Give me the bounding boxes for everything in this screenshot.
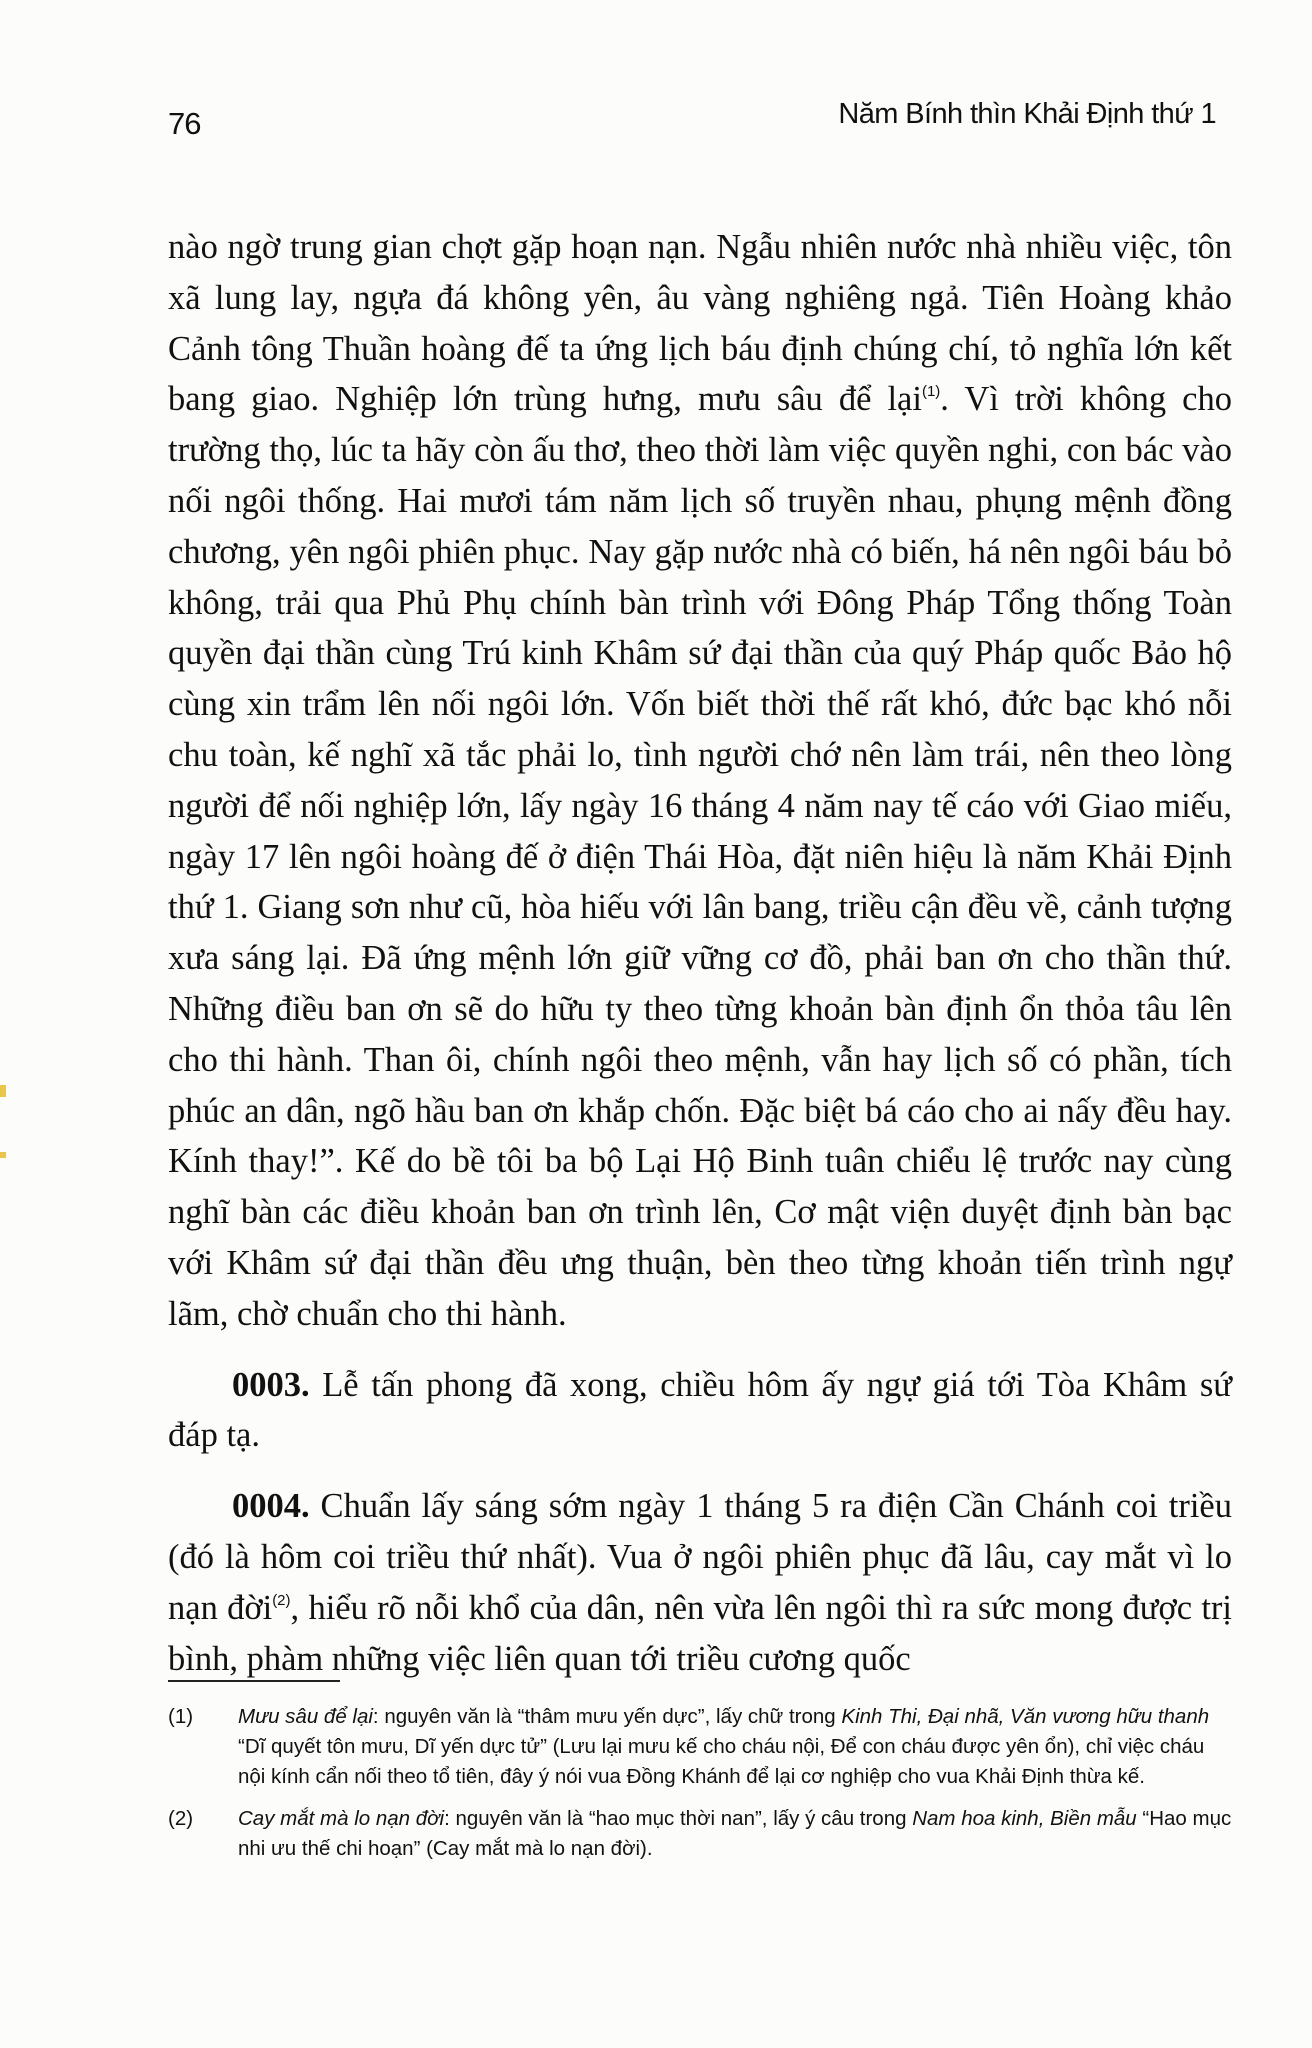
footnote-term: Mưu sâu để lại — [238, 1705, 373, 1728]
footnote-divider — [168, 1680, 340, 1682]
body-text — [168, 222, 1232, 1684]
footnote-ref-1[interactable]: (1) — [921, 383, 941, 401]
footnote-source: Kinh Thi, Đại nhã, Văn vương hữu thanh — [841, 1705, 1210, 1728]
footnote-marker: (2) — [168, 1807, 194, 1830]
entry-0004 — [168, 1481, 1232, 1684]
entry-0003 — [168, 1360, 1232, 1462]
page-number: 76 — [168, 106, 201, 141]
page-edge-mark — [0, 1152, 6, 1158]
footnote-text — [238, 1807, 1231, 1860]
entry-text: Chuẩn lấy sáng sớm ngày 1 tháng 5 ra điện Cần Chánh coi triều (đó là hôm coi triều thứ nhất). Vua ở ngôi phiên phục đã lâu, cay mắt vì lo nạn đời — [168, 1487, 1232, 1627]
footnote-term: Cay mắt mà lo nạn đời — [238, 1807, 445, 1830]
footnote-body: “Dĩ quyết tôn mưu, Dĩ yến dực tử” (Lưu lại mưu kế cho cháu nội, Để con cháu được yên ổn), chỉ việc cháu nội kính cẩn nối theo tổ tiên, đây ý nói vua Đồng Khánh để lại cơ nghiệp cho vua Khải Định thừa kế. — [238, 1735, 1205, 1788]
entry-text: , hiểu rõ nỗi khổ của dân, nên vừa lên ngôi thì ra sức mong được trị bình, phàm những việc liên quan tới triều cương quốc — [168, 1588, 1232, 1678]
footnote-body: : nguyên văn là “hao mục thời nan”, lấy ý câu trong — [444, 1807, 913, 1830]
page-header — [168, 98, 1216, 148]
entry-number: 0004. — [232, 1487, 310, 1526]
running-head: Năm Bính thìn Khải Định thứ 1 — [838, 98, 1216, 130]
footnote-1 — [168, 1702, 1232, 1792]
entry-number: 0003. — [232, 1365, 310, 1404]
footnote-body: : nguyên văn là “thâm mưu yến dực”, lấy chữ trong — [372, 1705, 842, 1728]
footnote-body: “Hao mục nhi ưu thế chi hoạn” (Cay mắt mà lo nạn đời). — [238, 1807, 1232, 1860]
paragraph-continuation — [168, 222, 1232, 1340]
footnote-ref-2[interactable]: (2) — [272, 1591, 291, 1609]
entry-text: Lễ tấn phong đã xong, chiều hôm ấy ngự giá tới Tòa Khâm sứ đáp tạ. — [168, 1365, 1232, 1455]
page-edge-mark — [0, 1085, 6, 1097]
footnote-text — [238, 1705, 1209, 1788]
paragraph-text: . Vì trời không cho trường thọ, lúc ta hãy còn ấu thơ, theo thời làm việc quyền nghi, con bác vào nối ngôi thống. Hai mươi tám năm lịch số truyền nhau, phụng mệnh đồng chương, yên ngôi phiên phục. Nay gặp nước nhà có biến, há nên ngôi báu bỏ không, trải qua Phủ Phụ chính bàn trình với Đông Pháp Tổng thống Toàn quyền đại thần cùng Trú kinh Khâm sứ đại thần của quý Pháp quốc Bảo hộ cùng xin trẩm lên nối ngôi lớn. Vốn biết thời thế rất khó, đức bạc khó nỗi chu toàn, kế nghĩ xã tắc phải lo, tình người chớ nên làm trái, nên theo lòng người để nối nghiệp lớn, lấy ngày 16 tháng 4 năm nay tế cáo với Giao miếu, ngày 17 lên ngôi hoàng đế ở điện Thái Hòa, đặt niên hiệu là năm Khải Định thứ 1. Giang sơn như cũ, hòa hiếu với lân bang, triều cận đều về, cảnh tượng xưa sáng lại. Đã ứng mệnh lớn giữ vững cơ đồ, phải ban ơn cho thần thứ. Những điều ban ơn sẽ do hữu ty theo từng khoản bàn định ổn thỏa tâu lên cho thi hành. Than ôi, chính ngôi theo mệnh, vẫn hay lịch số có phần, tích phúc an dân, ngõ hầu ban ơn khắp chốn. Đặc biệt bá cáo cho ai nấy đều hay. Kính thay!”. Kế do bề tôi ba bộ Lại Hộ Binh tuân chiểu lệ trước nay cùng nghĩ bàn các điều khoản ban ơn trình lên, Cơ mật viện duyệt định bàn bạc với Khâm sứ đại thần đều ưng thuận, bèn theo từng khoản tiến trình ngự lãm, chờ chuẩn cho thi hành. — [168, 380, 1232, 1333]
footnotes — [168, 1702, 1232, 1876]
footnote-2 — [168, 1804, 1232, 1864]
footnote-marker: (1) — [168, 1705, 194, 1728]
paragraph-text: nào ngờ trung gian chợt gặp hoạn nạn. Ngẫu nhiên nước nhà nhiều việc, tôn xã lung lay, ngựa đá không yên, âu vàng nghiêng ngả. Tiên Hoàng khảo Cảnh tông Thuần hoàng đế ta ứng lịch báu định chúng chí, tỏ nghĩa lớn kết bang giao. Nghiệp lớn trùng hưng, mưu sâu để lại — [168, 228, 1232, 419]
footnote-source: Nam hoa kinh, Biền mẫu — [912, 1807, 1137, 1830]
